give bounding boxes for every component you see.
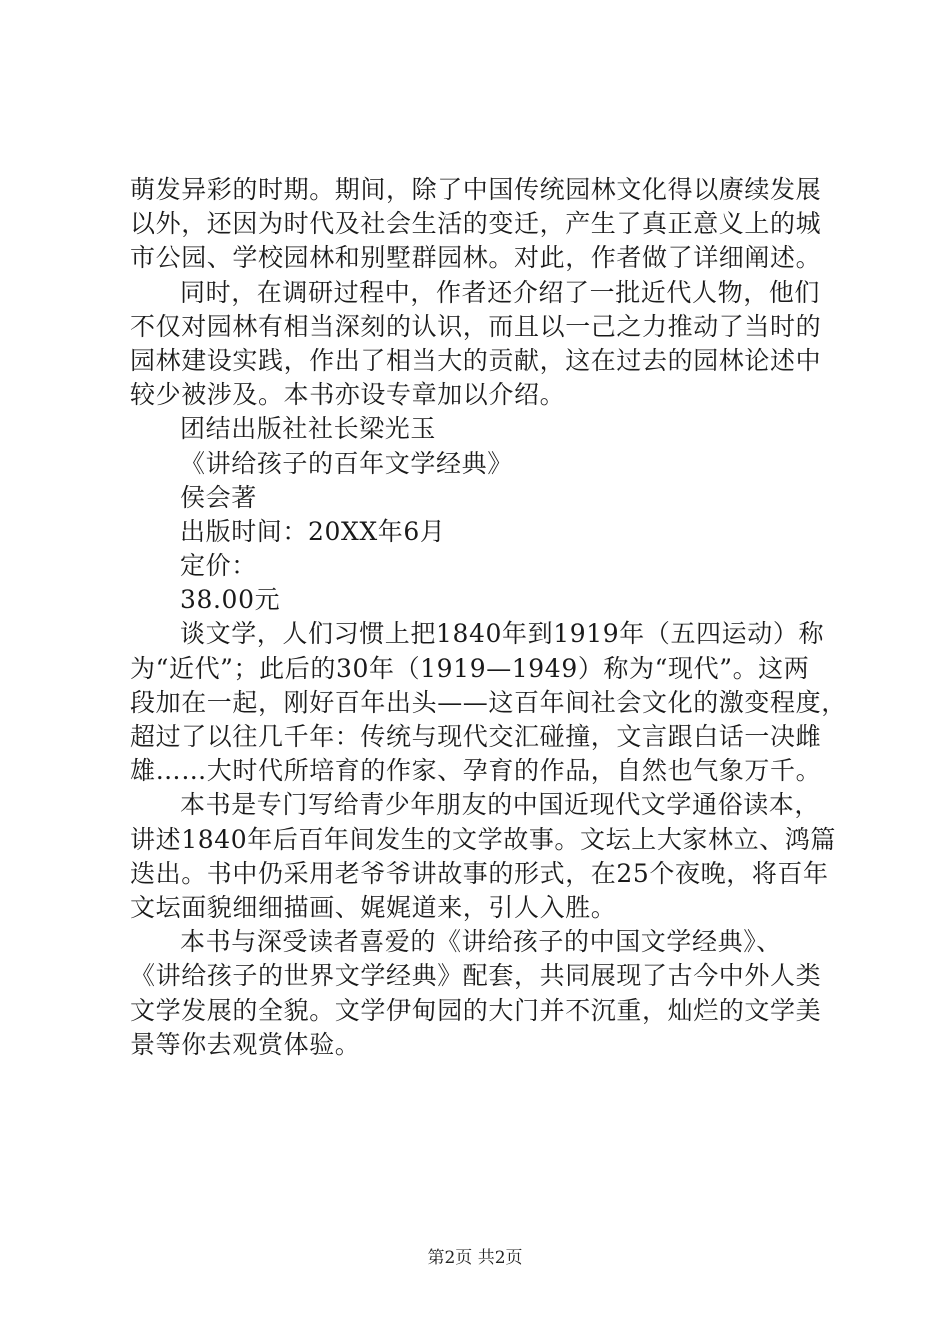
page-number-footer: 第2页 共2页 — [427, 1248, 523, 1268]
text-line: 为“近代”；此后的30年（1919—1949）称为“现代”。这两 — [130, 653, 810, 683]
text-line: 《讲给孩子的世界文学经典》配套，共同展现了古今中外人类 — [130, 961, 822, 991]
text-line: 超过了以往几千年：传统与现代交汇碰撞，文言跟白话一决雌 — [130, 722, 822, 751]
text-line: 萌发异彩的时期。期间，除了中国传统园林文化得以赓续发展 — [130, 175, 822, 204]
text-line: 雄……大时代所培育的作家、孕育的作品，自然也气象万千。 — [130, 756, 822, 786]
text-line: 文学发展的全貌。文学伊甸园的大门并不沉重，灿烂的文学美 — [130, 995, 822, 1025]
publisher-signature: 团结出版社社长梁光玉 — [180, 414, 437, 444]
document-body — [130, 173, 847, 1062]
price-label: 定价： — [180, 551, 257, 581]
paragraph-first-line: 同时，在调研过程中，作者还介绍了一批近代人物，他们 — [180, 277, 821, 307]
paragraph-first-line: 本书与深受读者喜爱的《讲给孩子的中国文学经典》、 — [180, 927, 782, 957]
price-value: 38.00元 — [180, 585, 281, 615]
book-author: 侯会著 — [180, 482, 257, 512]
text-line: 段加在一起，刚好百年出头——这百年间社会文化的激变程度， — [130, 687, 847, 717]
text-line: 以外，还因为时代及社会生活的变迁，产生了真正意义上的城 — [130, 209, 822, 239]
text-line: 文坛面貌细细描画、娓娓道来，引人入胜。 — [130, 892, 617, 922]
text-line: 不仅对园林有相当深刻的认识，而且以一己之力推动了当时的 — [130, 311, 822, 341]
paragraph-first-line: 谈文学，人们习惯上把1840年到1919年（五四运动）称 — [180, 619, 825, 649]
text-line: 迭出。书中仍采用老爷爷讲故事的形式，在25个夜晚，将百年 — [130, 858, 829, 888]
paragraph-first-line: 本书是专门写给青少年朋友的中国近现代文学通俗读本， — [180, 790, 821, 820]
text-line: 市公园、学校园林和别墅群园林。对此，作者做了详细阐述。 — [130, 243, 822, 273]
text-line: 景等你去观赏体验。 — [130, 1029, 361, 1059]
text-line: 园林建设实践，作出了相当大的贡献，这在过去的园林论述中 — [130, 345, 822, 375]
text-line: 较少被涉及。本书亦设专章加以介绍。 — [130, 380, 566, 410]
text-line: 讲述1840年后百年间发生的文学故事。文坛上大家林立、鸿篇 — [130, 824, 837, 854]
publish-date: 出版时间：20XX年6月 — [180, 516, 446, 546]
book-title: 《讲给孩子的百年文学经典》 — [180, 448, 513, 478]
